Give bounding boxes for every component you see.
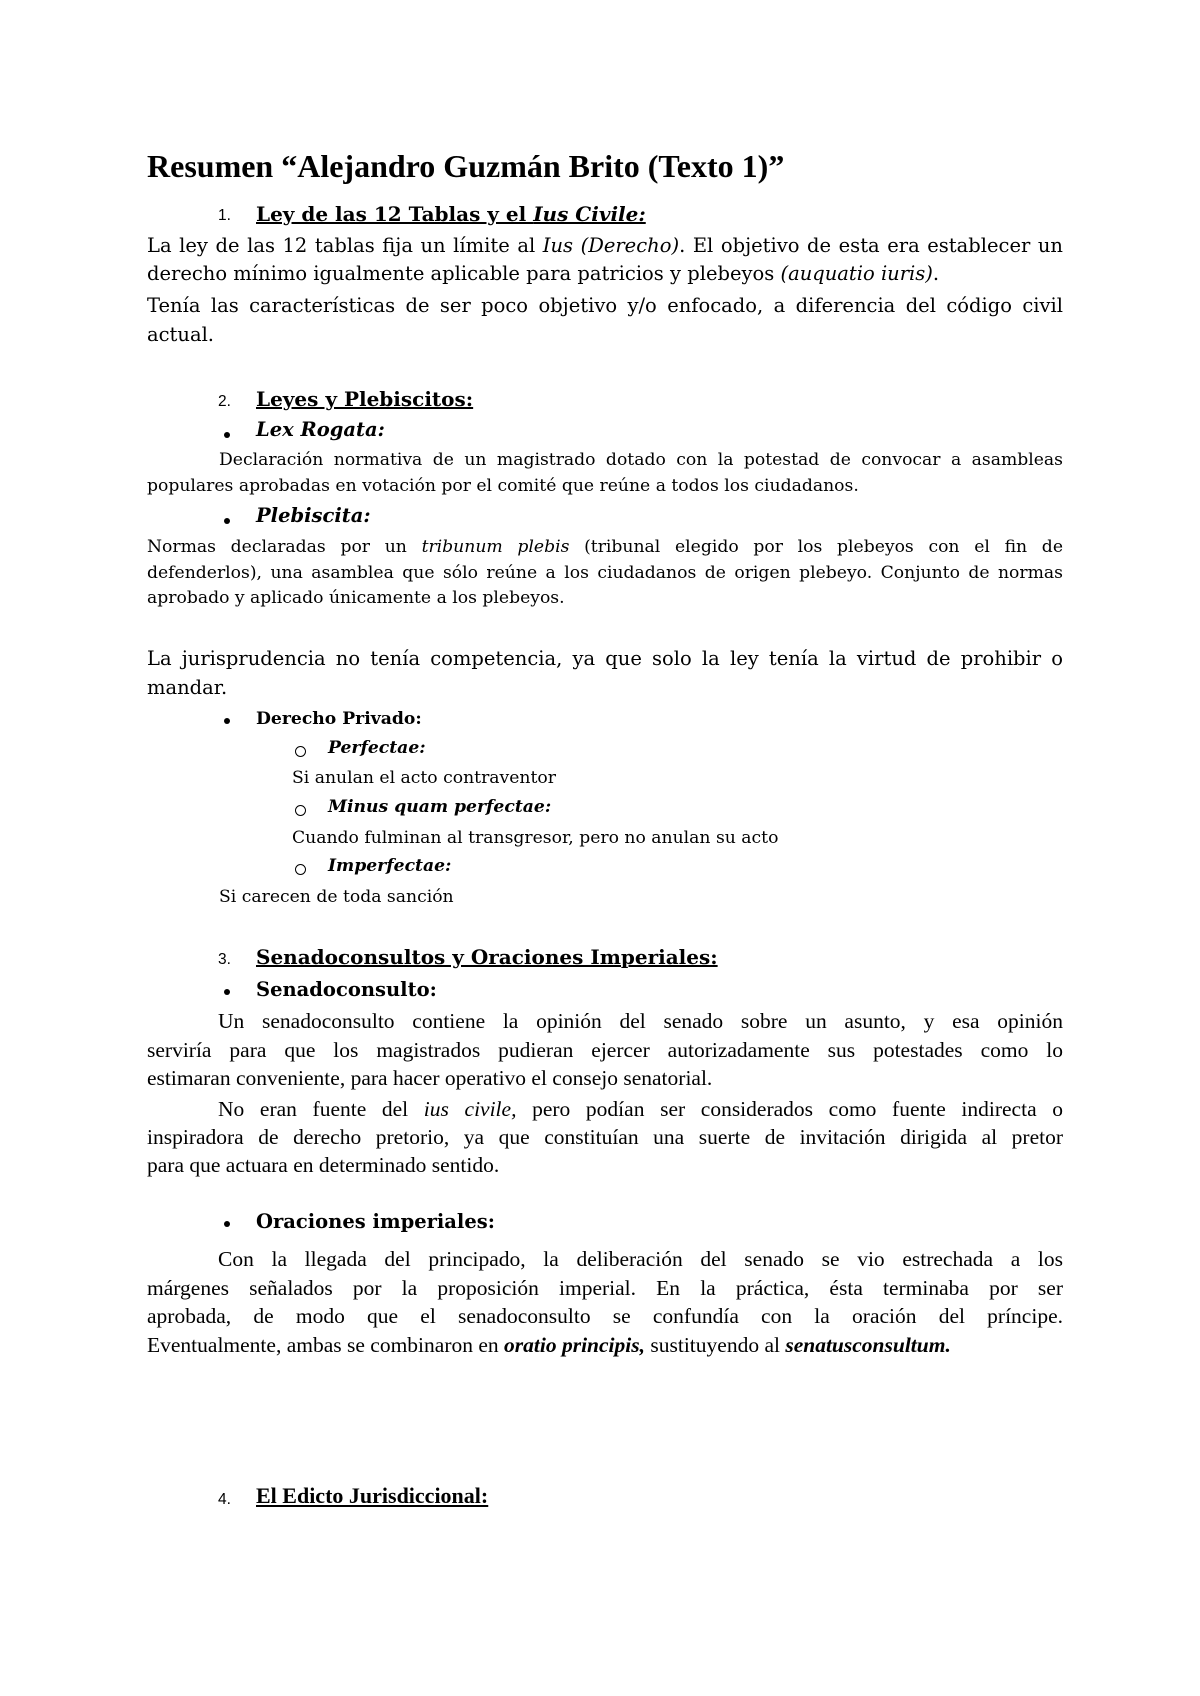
perfectae-text: Si anulan el acto contraventor	[292, 768, 556, 788]
section-1-heading-text: Ley de las 12 Tablas y el	[256, 202, 534, 226]
s1-paragraph-line-3: Tenía las características de ser poco objetivo y/o enfocado, a diferencia del código civil	[147, 294, 1063, 317]
s1-l2-text: derecho mínimo igualmente aplicable para patricios y plebeyos	[147, 262, 781, 285]
section-3-heading: Senadoconsultos y Oraciones Imperiales:	[256, 945, 718, 969]
bullet-icon	[224, 718, 230, 724]
plebiscita-line-3: aprobado y aplicado únicamente a los plebeyos.	[147, 588, 565, 608]
plebiscita-line-1	[147, 534, 1063, 560]
oi-l4-text: Eventualmente, ambas se combinaron en	[147, 1333, 505, 1357]
lex-rogata-line-2: populares aprobadas en votación por el comité que reúne a todos los ciudadanos.	[147, 476, 859, 496]
senadoconsulto-label: Senadoconsulto:	[256, 978, 437, 1001]
oraciones-imperiales-label: Oraciones imperiales:	[256, 1210, 495, 1233]
oraciones-line-1: Con la llegada del principado, la deliberación del senado se vio estrechada a los	[218, 1247, 1063, 1271]
s1-l2-end: .	[932, 262, 940, 285]
bullet-icon	[224, 1221, 230, 1227]
oraciones-line-4	[147, 1331, 951, 1359]
section-2-number: 2.	[218, 393, 231, 410]
senadoconsulto-line-1: Un senadoconsulto contiene la opinión del senado sobre un asunto, y esa opinión	[218, 1009, 1063, 1033]
section-1-number: 1.	[218, 207, 231, 224]
section-2-heading: Leyes y Plebiscitos:	[256, 387, 474, 411]
s1-paragraph-line-1	[147, 232, 1063, 260]
oi-l4-text-mid: sustituyendo al	[645, 1333, 786, 1357]
oraciones-line-3: aprobada, de modo que el senadoconsulto se confundía con la oración del príncipe.	[147, 1304, 1063, 1328]
circle-bullet-icon	[295, 864, 306, 875]
jurisprudencia-line-2: mandar.	[147, 676, 228, 699]
bullet-icon	[224, 989, 230, 995]
circle-bullet-icon	[295, 805, 306, 816]
section-1-heading	[256, 200, 646, 228]
minus-quam-perfectae-text: Cuando fulminan al transgresor, pero no anulan su acto	[292, 828, 779, 848]
derecho-privado-label: Derecho Privado:	[256, 709, 422, 729]
section-4-heading: El Edicto Jurisdiccional:	[256, 1483, 489, 1508]
bullet-icon	[224, 432, 230, 438]
sc-l4-text: No eran fuente del	[218, 1097, 424, 1121]
imperfectae-text: Si carecen de toda sanción	[219, 887, 454, 907]
senadoconsulto-line-4	[218, 1095, 1063, 1123]
pleb-l1-italic: tribunum plebis	[421, 537, 570, 557]
pleb-l1-text-end: (tribunal elegido por los plebeyos con el fin de	[569, 537, 1063, 557]
senadoconsulto-line-5: inspiradora de derecho pretorio, ya que constituían una suerte de invitación dirigida al pretor	[147, 1125, 1063, 1149]
circle-bullet-icon	[295, 746, 306, 757]
section-4-number: 4.	[218, 1491, 231, 1508]
oi-l4-bold-italic-1: oratio principis,	[504, 1333, 645, 1357]
s1-l1-text: La ley de las 12 tablas fija un límite al	[147, 234, 543, 257]
lex-rogata-line-1: Declaración normativa de un magistrado dotado con la potestad de convocar a asambleas	[219, 450, 1063, 470]
lex-rogata-label: Lex Rogata:	[256, 418, 385, 441]
oi-l4-bold-italic-2: senatusconsultum.	[785, 1333, 951, 1357]
senadoconsulto-line-3: estimaran conveniente, para hacer operativo el consejo senatorial.	[147, 1066, 713, 1090]
page-title: Resumen “Alejandro Guzmán Brito (Texto 1)”	[147, 148, 785, 184]
section-1-heading-italic: Ius Civile:	[533, 202, 646, 226]
section-3-number: 3.	[218, 951, 231, 968]
s1-l2-italic: (auquatio iuris)	[780, 262, 933, 285]
jurisprudencia-line-1: La jurisprudencia no tenía competencia, ya que solo la ley tenía la virtud de prohibir o	[147, 647, 1063, 670]
senadoconsulto-line-6: para que actuara en determinado sentido.	[147, 1153, 500, 1177]
plebiscita-label: Plebiscita:	[256, 504, 371, 527]
bullet-icon	[224, 518, 230, 524]
pleb-l1-text: Normas declaradas por un	[147, 537, 422, 557]
imperfectae-label: Imperfectae:	[328, 856, 452, 876]
senadoconsulto-line-2: serviría para que los magistrados pudieran ejercer autorizadamente sus potestades como lo	[147, 1038, 1063, 1062]
oraciones-line-2: márgenes señalados por la proposición imperial. En la práctica, ésta terminaba por ser	[147, 1276, 1063, 1300]
s1-paragraph-line-2	[147, 260, 939, 288]
s1-l1-italic: Ius (Derecho)	[542, 234, 680, 257]
s1-l1-end: . El objetivo de esta era establecer un	[679, 234, 1063, 257]
perfectae-label: Perfectae:	[328, 738, 426, 758]
plebiscita-line-2: defenderlos), una asamblea que sólo reúne a los ciudadanos de origen plebeyo. Conjunto de normas	[147, 563, 1063, 583]
s1-paragraph-line-4: actual.	[147, 323, 215, 346]
minus-quam-perfectae-label: Minus quam perfectae:	[328, 797, 552, 817]
sc-l4-text-end: pero podían ser considerados como fuente indirecta o	[516, 1097, 1063, 1121]
sc-l4-italic: ius civile,	[423, 1097, 517, 1121]
